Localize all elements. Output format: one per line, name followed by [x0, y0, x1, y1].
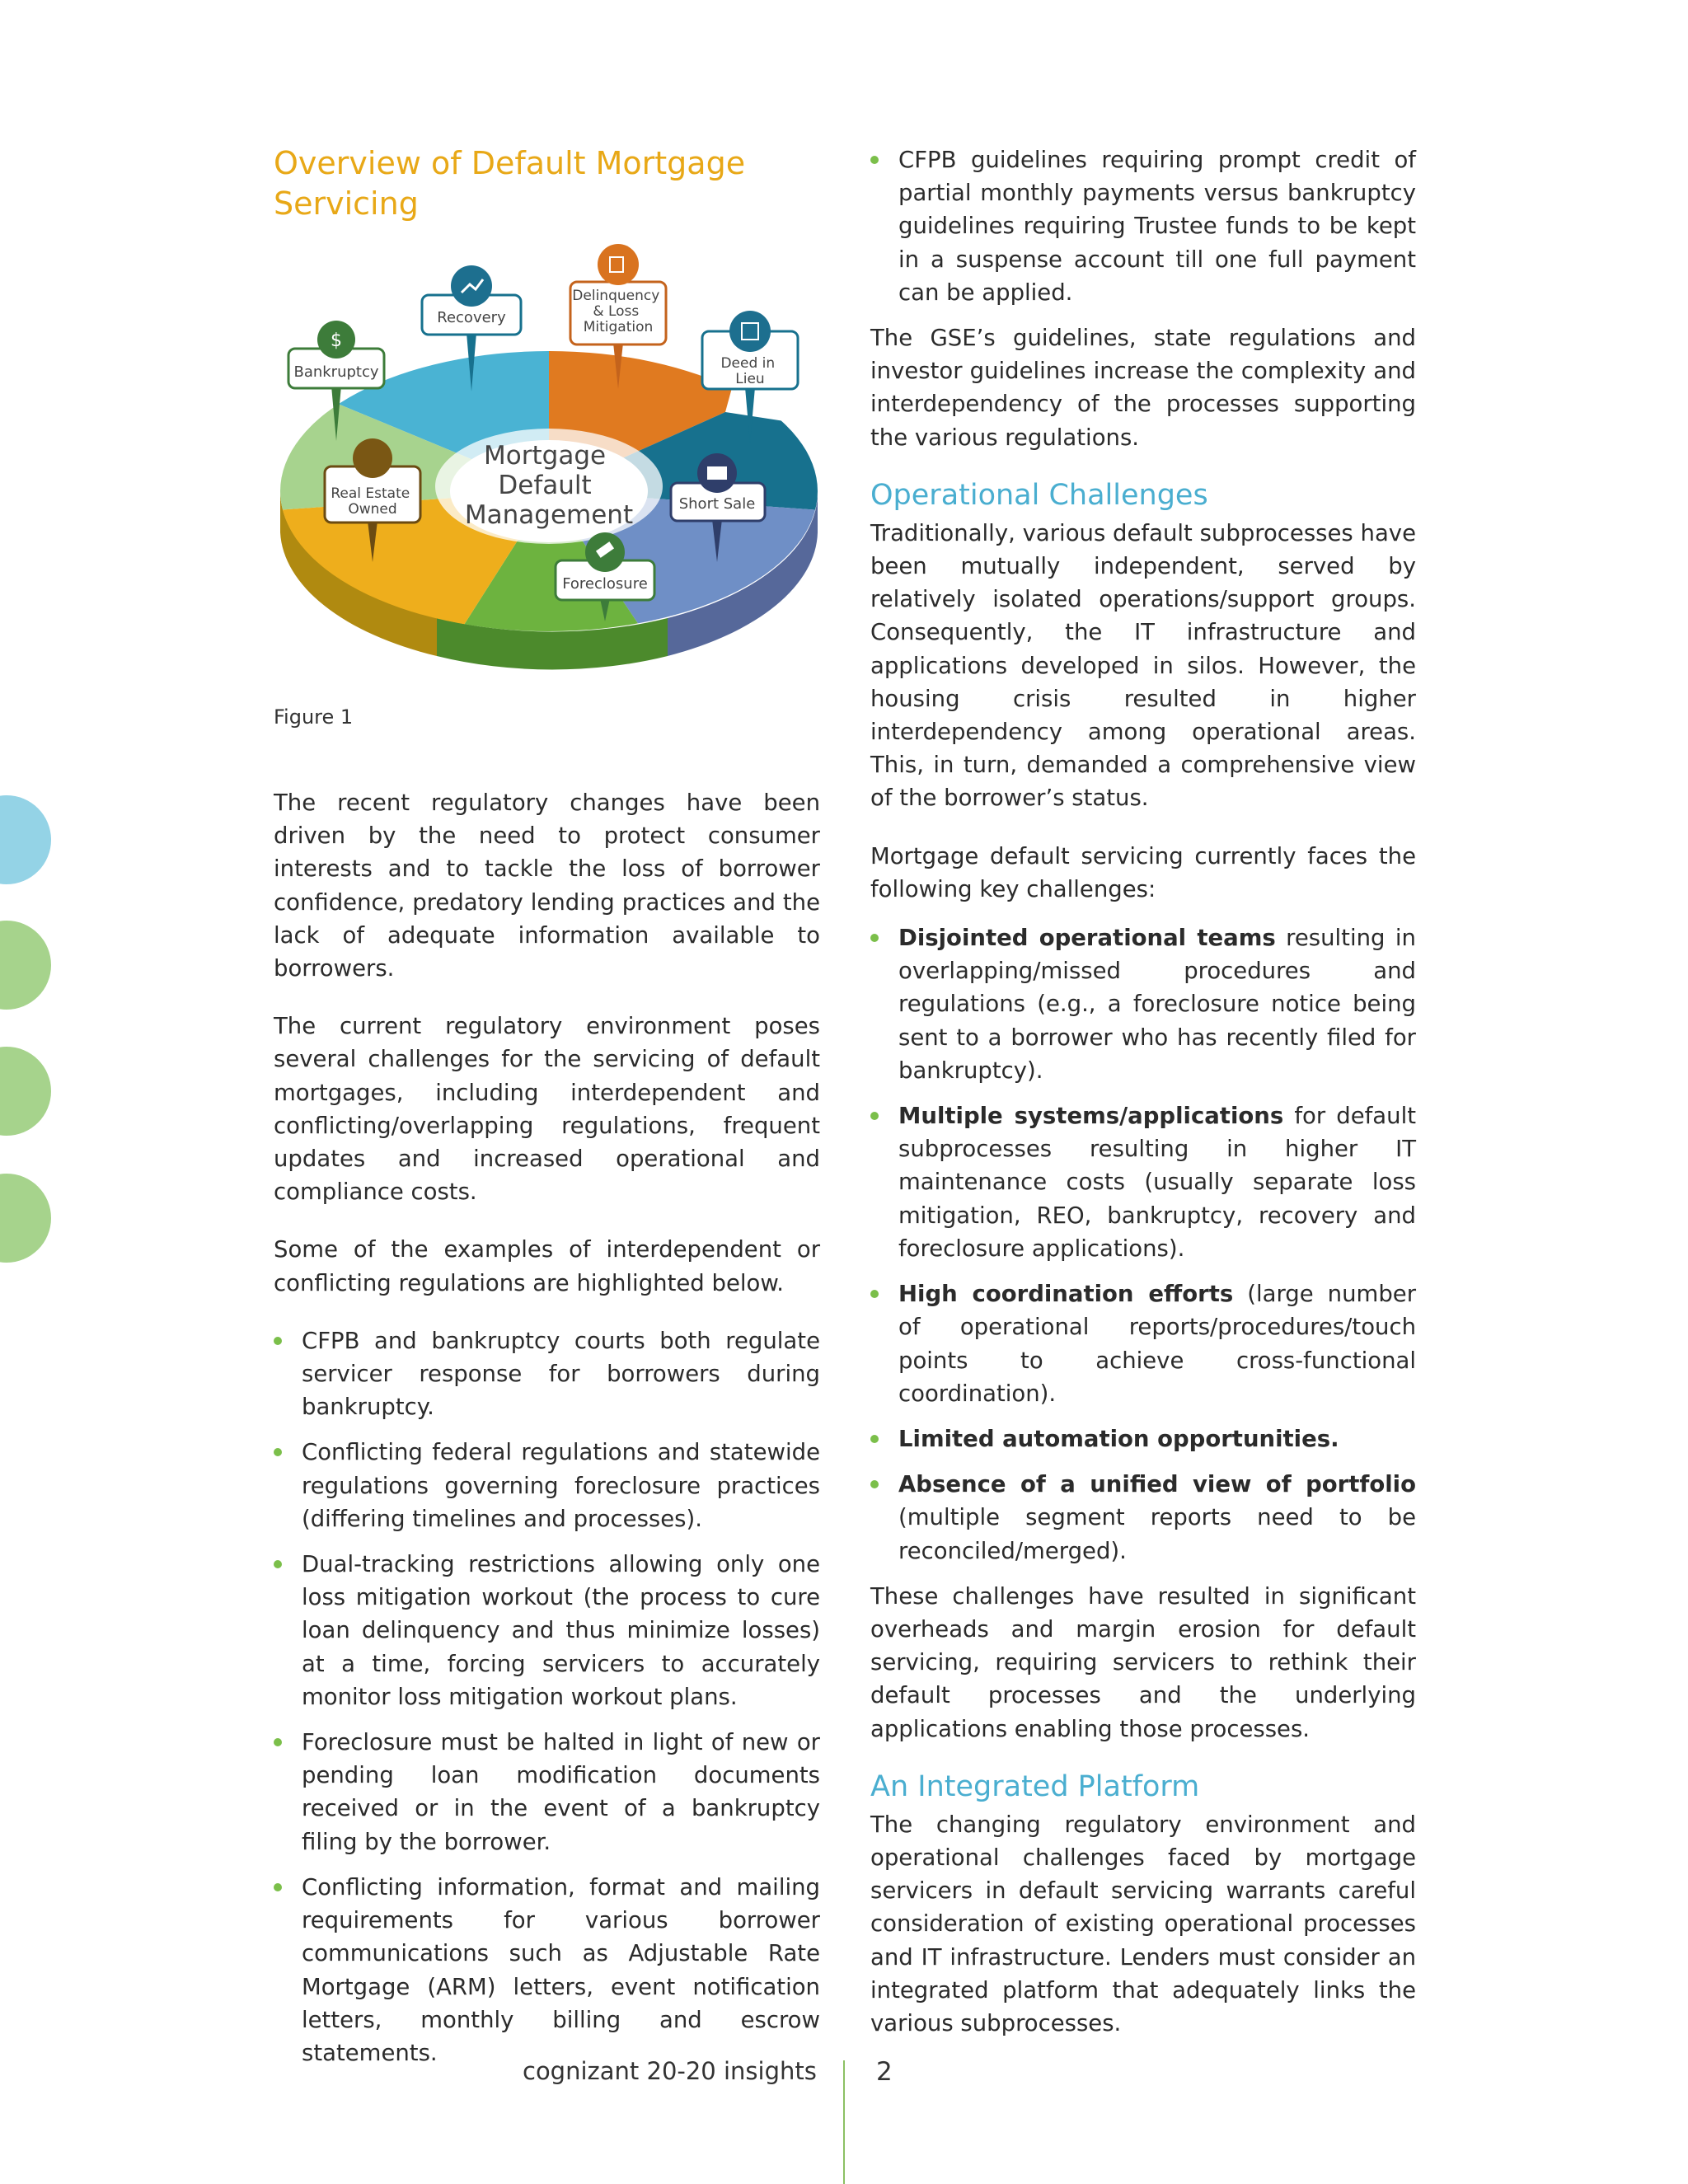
- bullet-dot: [870, 1480, 879, 1488]
- bullet-dot: [870, 1290, 879, 1298]
- svg-text:$: $: [331, 330, 342, 351]
- list-item: Limited automation opportunities.: [870, 1422, 1416, 1455]
- footer-publication: cognizant 20-20 insights: [523, 2057, 817, 2085]
- left-body: [274, 786, 820, 2069]
- svg-text:Foreclosure: Foreclosure: [562, 575, 648, 593]
- list-item: CFPB guidelines requiring prompt credit of partial monthly payments versus bankruptcy guidelines requiring Trustee funds to be kept in a suspense account till one full payment can be applied.: [870, 143, 1416, 309]
- hub-line-2: Default: [498, 471, 592, 500]
- bullet-dot: [274, 1337, 282, 1345]
- paragraph-current-environment: The current regulatory environment poses several challenges for the servicing of default mortgages, including interdependent and conflicting/overlapping regulations, frequent updates and increased operational and compliance costs.: [274, 1013, 820, 1206]
- footer-divider: [843, 2060, 845, 2184]
- list-item: Conflicting federal regulations and statewide regulations governing foreclosure practices (differing timelines and processes).: [274, 1436, 820, 1535]
- page-number: 2: [876, 2057, 893, 2087]
- paragraph-integrated-platform: The changing regulatory environment and operational challenges faced by mortgage servicers in default servicing warrants careful consideration of existing operational processes and IT infrastructure. Lenders must consider an integrated platform that adequately links the various subprocesses.: [870, 1811, 1416, 2036]
- bullet-dot: [870, 934, 879, 942]
- list-item: CFPB and bankruptcy courts both regulate servicer response for borrowers during bankruptcy.: [274, 1324, 820, 1424]
- list-item: Disjointed operational teams resulting in overlapping/missed procedures and regulations (e.g., a foreclosure notice being sent to a borrower who has recently filed for bankruptcy).: [870, 921, 1416, 1087]
- bullet-dot: [274, 1883, 282, 1891]
- regulation-bullets: [274, 1324, 820, 2069]
- section-heading-overview: Overview of Default Mortgage Servicing: [274, 145, 746, 222]
- list-item: Absence of a unified view of portfolio (multiple segment reports need to be reconciled/merged).: [870, 1468, 1416, 1568]
- list-item: Dual-tracking restrictions allowing only one loss mitigation workout (the process to cure loan delinquency and thus minimize losses) at a time, forcing servicers to accurately monitor loss mitigation workout plans.: [274, 1548, 820, 1713]
- section-heading-operational-challenges: Operational Challenges: [870, 478, 1208, 512]
- cfpb-bullet-list: [870, 143, 1416, 309]
- paragraph-examples-intro: Some of the examples of interdependent or conflicting regulations are highlighted below.: [274, 1236, 820, 1296]
- bullet-dot: [274, 1448, 282, 1456]
- side-dot-blue: [0, 795, 51, 884]
- svg-text:Recovery: Recovery: [437, 309, 506, 326]
- hub-line-1: Mortgage: [484, 441, 607, 471]
- house-key-icon: [353, 438, 392, 478]
- list-item: Multiple systems/applications for default subprocesses resulting in higher IT maintenance costs (usually separate loss mitigation, REO, bankruptcy, recovery and foreclosure applications).: [870, 1099, 1416, 1265]
- section-heading-integrated-platform: An Integrated Platform: [870, 1769, 1200, 1803]
- side-dot-green-3: [0, 1174, 51, 1263]
- paragraph-regulatory-changes: The recent regulatory changes have been driven by the need to protect consumer interests and to tackle the loss of borrower confidence, predatory lending practices and the lack of adequate information available to borrowers.: [274, 790, 820, 982]
- list-item: Conflicting information, format and mailing requirements for various borrower communications such as Adjustable Rate Mortgage (ARM) letters, event notification letters, monthly billing and escrow statements.: [274, 1871, 820, 2069]
- svg-text:Short Sale: Short Sale: [678, 495, 756, 513]
- paragraph-key-challenges-intro: Mortgage default servicing currently faces the following key challenges:: [870, 842, 1416, 902]
- bullet-dot: [870, 156, 879, 164]
- side-dot-green-2: [0, 1047, 51, 1136]
- deed-transfer-icon: [729, 311, 771, 352]
- svg-text:Deed in Lieu: Deed in Lieu: [720, 355, 776, 387]
- bullet-dot: [870, 1435, 879, 1443]
- bullet-dot: [274, 1738, 282, 1746]
- building-search-icon: [598, 244, 639, 285]
- figure-caption: Figure 1: [274, 705, 354, 729]
- side-dot-green-1: [0, 921, 51, 1010]
- challenge-bullets: [870, 921, 1416, 1568]
- svg-text:Delinquency & Loss: Delinquency & Loss Mitigation: [572, 288, 660, 335]
- bullet-dot: [870, 1112, 879, 1120]
- paragraph-traditionally: Traditionally, various default subprocesses have been mutually independent, served by relatively isolated operations/support groups. Consequently, the IT infrastructure and applications developed in silos. However, the housing crisis resulted in higher interdependency among operational areas. This, in turn, demanded a comprehensive view of the borrower’s status.: [870, 519, 1416, 812]
- hub-line-3: Management: [464, 500, 634, 530]
- mortgage-default-diagram: [264, 239, 832, 701]
- paragraph-challenges-result: These challenges have resulted in significant overheads and margin erosion for default servicing, requiring servicers to rethink their default processes and the underlying applications enabling those processes.: [870, 1582, 1416, 1742]
- right-body: [870, 143, 1416, 2040]
- svg-text:Bankruptcy: Bankruptcy: [293, 363, 379, 381]
- bullet-dot: [274, 1560, 282, 1568]
- list-item: Foreclosure must be halted in light of new or pending loan modification documents received or in the event of a bankruptcy filing by the borrower.: [274, 1726, 820, 1858]
- list-item: High coordination efforts (large number of operational reports/procedures/touch points to achieve cross-functional coordination).: [870, 1277, 1416, 1410]
- paragraph-gse: The GSE’s guidelines, state regulations and investor guidelines increase the complexity and interdependency of the processes supporting the various regulations.: [870, 325, 1416, 451]
- svg-text:Real Estate Owned: Real Estate Owned: [331, 485, 410, 518]
